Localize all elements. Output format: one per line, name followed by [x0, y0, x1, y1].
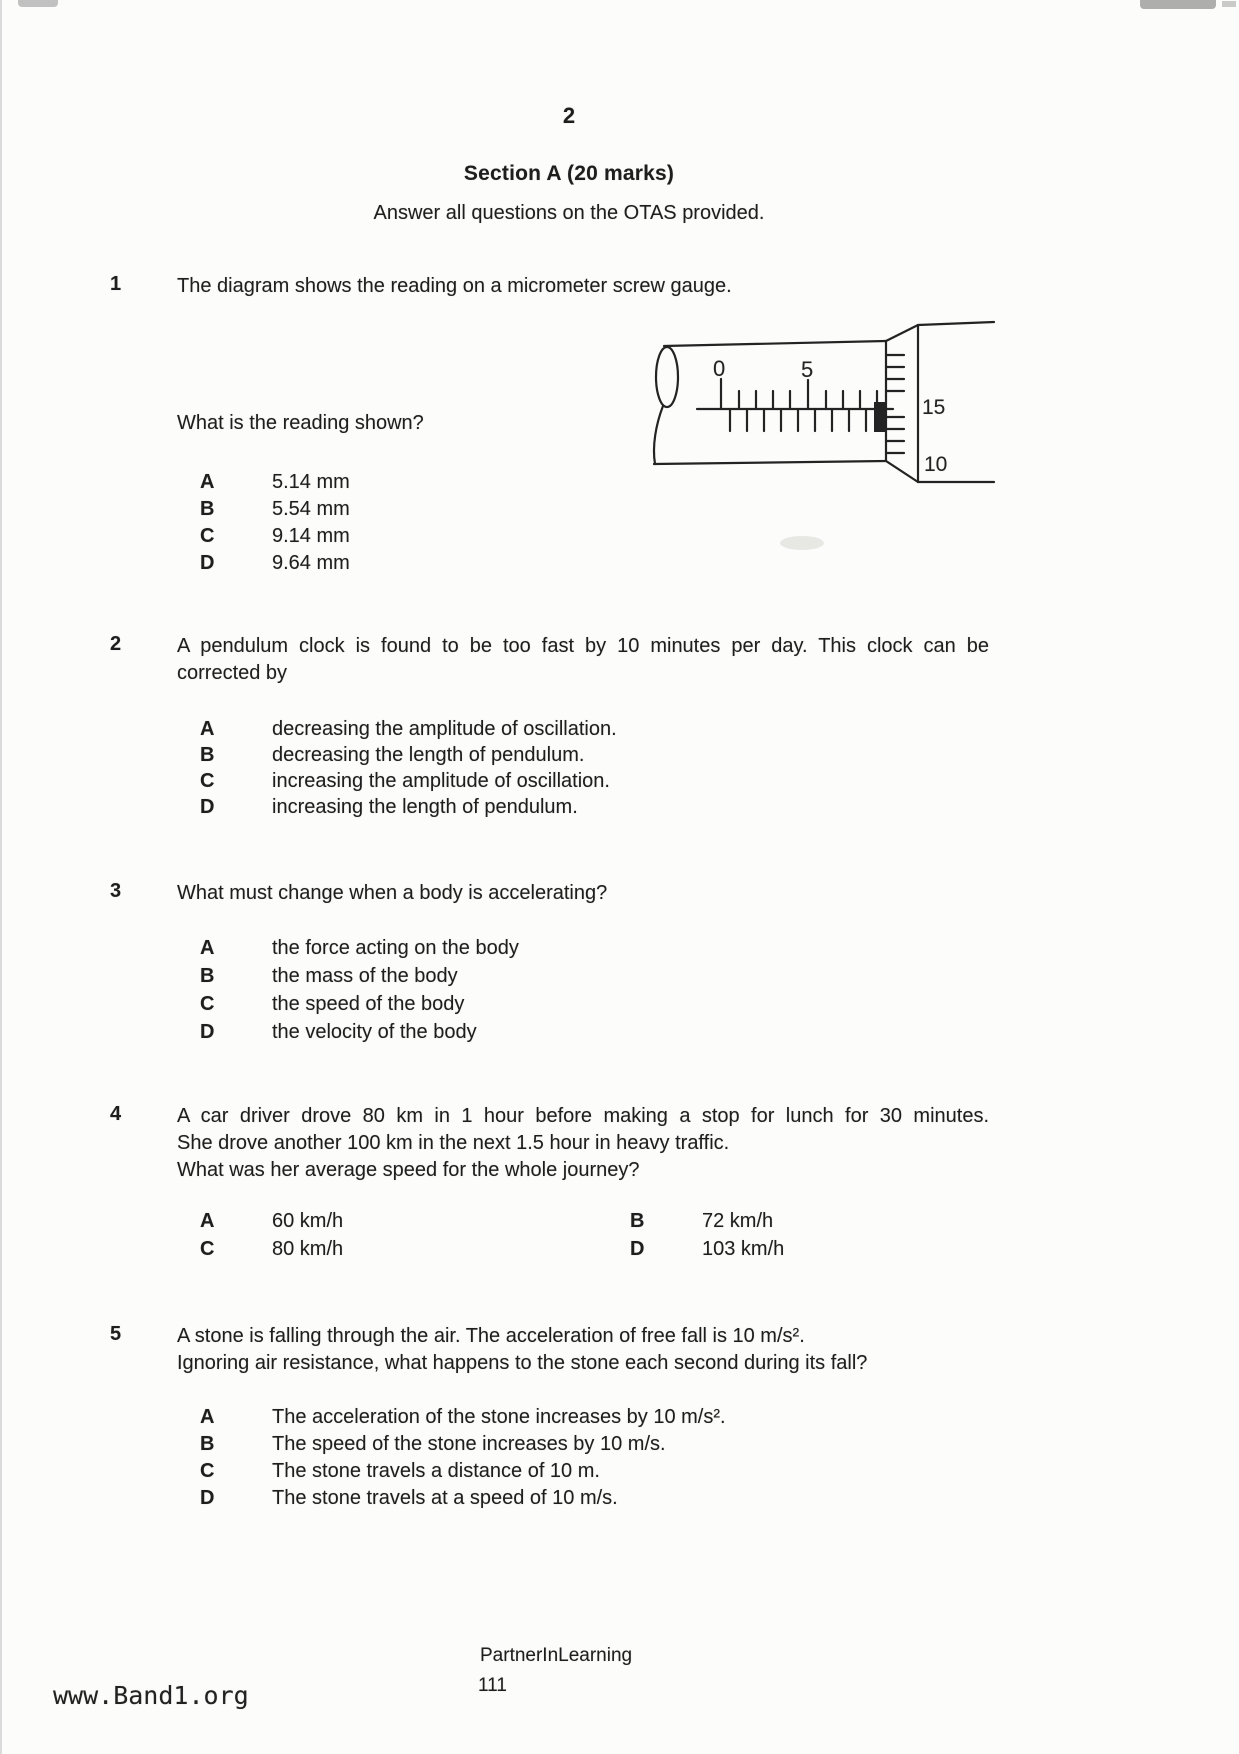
option-text: The stone travels at a speed of 10 m/s.: [272, 1487, 618, 1509]
micrometer-figure: [598, 288, 1012, 502]
section-title: Section A (20 marks): [463, 162, 675, 185]
option-letter: C: [200, 1238, 215, 1260]
option-text: 5.14 mm: [272, 471, 350, 493]
option-row: [200, 1238, 343, 1261]
option-text: increasing the amplitude of oscillation.: [272, 770, 610, 792]
option-text: the force acting on the body: [272, 937, 519, 959]
option-letter: D: [630, 1238, 645, 1260]
option-row: [200, 1210, 343, 1233]
main-scale-label-0: 0: [713, 356, 726, 381]
option-text: 103 km/h: [702, 1238, 785, 1260]
question-5-stem: [177, 1323, 989, 1377]
option-row: [200, 498, 350, 521]
option-row: [630, 1210, 773, 1233]
option-text: increasing the length of pendulum.: [272, 796, 578, 818]
stem-line: Ignoring air resistance, what happens to the stone each second during its fall?: [177, 1352, 868, 1374]
option-letter: B: [200, 1433, 215, 1455]
option-letter: A: [200, 1210, 215, 1232]
option-letter: D: [200, 796, 215, 818]
option-letter: B: [630, 1210, 645, 1232]
option-letter: A: [200, 718, 215, 740]
option-letter: C: [200, 1460, 215, 1482]
option-text: 80 km/h: [272, 1238, 344, 1260]
scan-artifact: [0, 0, 2, 1754]
option-row: [200, 718, 617, 741]
stem-line: corrected by: [177, 662, 288, 684]
question-3-stem: [177, 880, 989, 907]
question-5-number: 5: [110, 1323, 122, 1345]
scan-artifact: [1140, 0, 1216, 9]
option-text: The speed of the stone increases by 10 m/s.: [272, 1433, 666, 1455]
option-row: [200, 965, 458, 988]
main-scale-label-5: 5: [801, 357, 814, 382]
option-row: [200, 796, 578, 819]
option-row: [200, 471, 350, 494]
page-number: 2: [562, 103, 576, 128]
option-letter: D: [200, 552, 215, 574]
question-2-number: 2: [110, 633, 122, 655]
stem-line: A car driver drove 80 km in 1 hour before making a stop for lunch for 30 minutes.: [177, 1105, 989, 1127]
watermark-url: www.Band1.org: [53, 1681, 249, 1710]
option-row: [200, 1433, 666, 1456]
question-1-prompt: What is the reading shown?: [177, 412, 424, 434]
question-3-number: 3: [110, 880, 122, 902]
option-text: decreasing the amplitude of oscillation.: [272, 718, 617, 740]
option-letter: A: [200, 937, 215, 959]
option-text: 72 km/h: [702, 1210, 774, 1232]
option-letter: B: [200, 498, 215, 520]
scan-artifact: [1222, 1, 1236, 7]
option-row: [200, 744, 584, 767]
option-text: 9.64 mm: [272, 552, 350, 574]
option-letter: B: [200, 744, 215, 766]
option-row: [200, 552, 350, 575]
section-instruction: Answer all questions on the OTAS provided.: [373, 202, 765, 224]
option-text: 9.14 mm: [272, 525, 350, 547]
option-text: decreasing the length of pendulum.: [272, 744, 585, 766]
option-row: [200, 770, 610, 793]
stem-line: The diagram shows the reading on a micrometer screw gauge.: [177, 275, 732, 297]
footer-page-number: 111: [478, 1675, 507, 1696]
option-text: 60 km/h: [272, 1210, 344, 1232]
thimble-label-15: 15: [922, 396, 946, 419]
footer-credit: PartnerInLearning: [480, 1645, 633, 1666]
question-2-stem: [177, 633, 989, 687]
option-text: the velocity of the body: [272, 1021, 477, 1043]
stem-line: She drove another 100 km in the next 1.5 hour in heavy traffic.: [177, 1132, 730, 1154]
scan-artifact: [780, 536, 824, 550]
option-row: [200, 1487, 618, 1510]
option-text: the mass of the body: [272, 965, 458, 987]
option-letter: D: [200, 1487, 215, 1509]
option-row: [200, 1406, 726, 1429]
option-text: The stone travels a distance of 10 m.: [272, 1460, 600, 1482]
option-row: [630, 1238, 784, 1261]
stem-line: A pendulum clock is found to be too fast by 10 minutes per day. This clock can be: [177, 635, 989, 657]
option-row: [200, 1460, 600, 1483]
option-letter: C: [200, 770, 215, 792]
option-text: 5.54 mm: [272, 498, 350, 520]
question-4-number: 4: [110, 1103, 122, 1125]
stem-line: What was her average speed for the whole journey?: [177, 1159, 640, 1181]
option-text: the speed of the body: [272, 993, 465, 1015]
option-text: The acceleration of the stone increases by 10 m/s².: [272, 1406, 726, 1428]
option-letter: C: [200, 525, 215, 547]
question-1-number: 1: [110, 273, 122, 295]
stem-line: A stone is falling through the air. The acceleration of free fall is 10 m/s².: [177, 1325, 805, 1347]
option-letter: B: [200, 965, 215, 987]
option-letter: A: [200, 1406, 215, 1428]
thimble-edge-mark: [874, 402, 885, 432]
option-row: [200, 993, 464, 1016]
option-letter: A: [200, 471, 215, 493]
option-letter: C: [200, 993, 215, 1015]
thimble-label-10: 10: [924, 453, 948, 476]
micrometer-labels: [713, 356, 947, 476]
option-row: [200, 525, 350, 548]
scan-artifact: [18, 0, 58, 7]
stem-line: What must change when a body is accelerating?: [177, 882, 608, 904]
option-letter: D: [200, 1021, 215, 1043]
question-4-stem: [177, 1103, 989, 1184]
option-row: [200, 937, 519, 960]
option-row: [200, 1021, 477, 1044]
